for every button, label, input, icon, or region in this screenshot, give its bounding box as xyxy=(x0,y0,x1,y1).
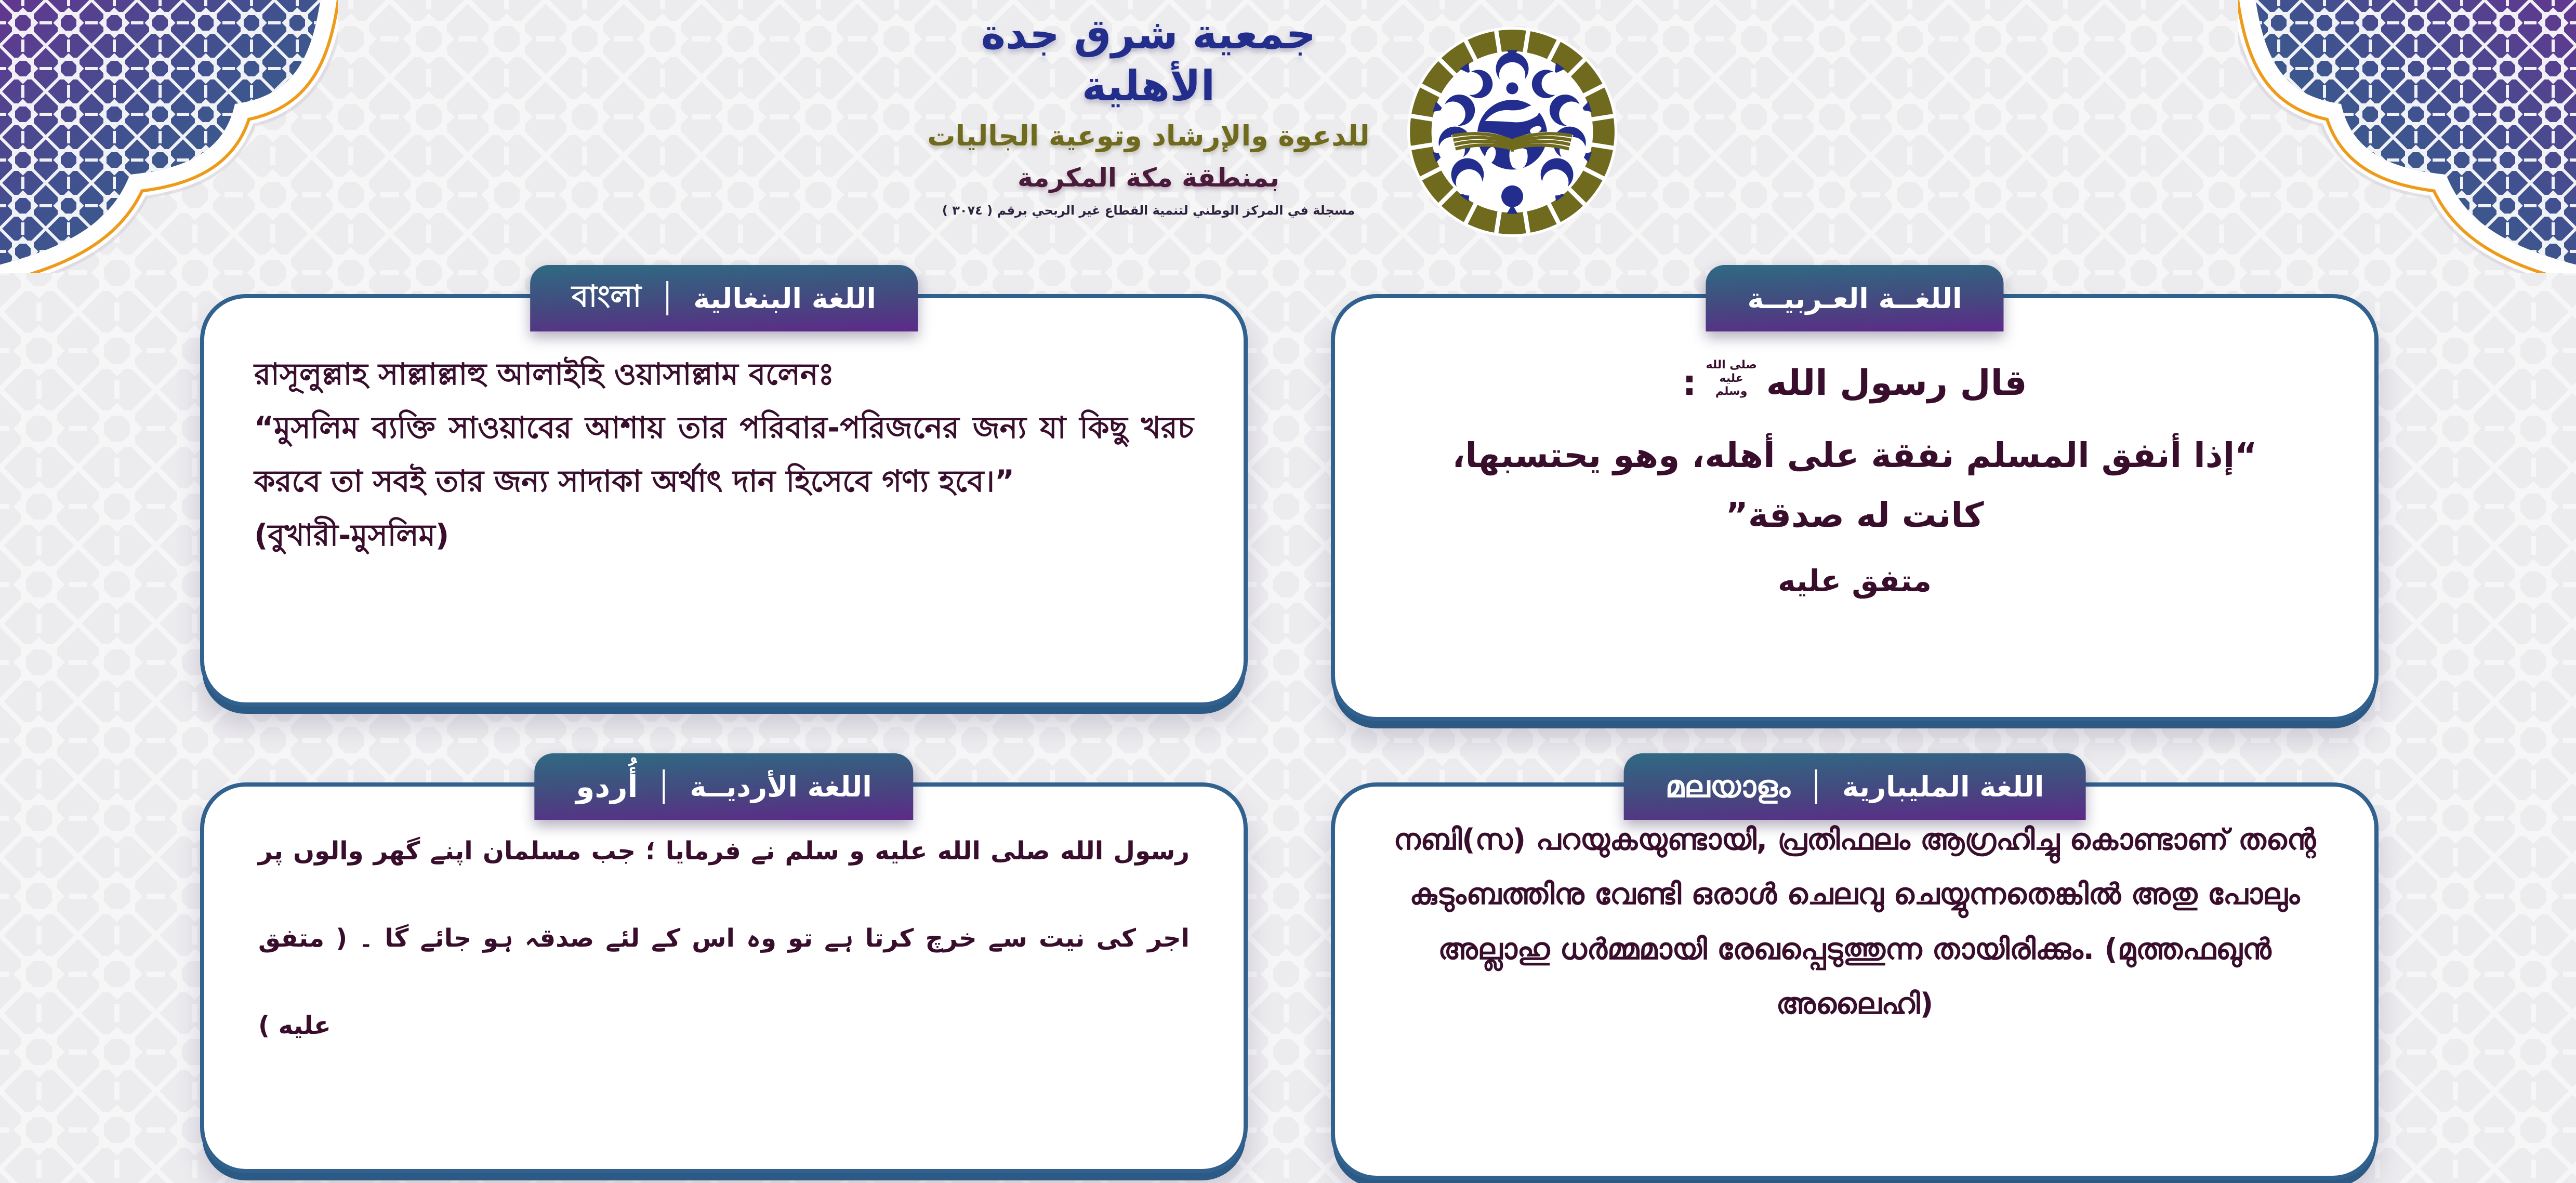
badge-malayalam-arabic-label: اللغة المليبارية xyxy=(1842,770,2044,803)
org-emblem-icon xyxy=(1403,23,1621,241)
badge-arabic-label: اللغــة العـربيــة xyxy=(1747,282,1962,315)
badge-arabic xyxy=(1706,265,2003,331)
org-registration: مسجلة في المركز الوطني لتنمية القطاع غير الربحي برقم ( ٣٠٧٤ ) xyxy=(942,203,1355,218)
badge-urdu xyxy=(534,753,913,820)
badge-malayalam-native-label: മലയാളം xyxy=(1665,768,1790,804)
arabic-intro-line xyxy=(1392,355,2317,412)
arabic-quote: “إذا أنفق المسلم نفقة على أهله، وهو يحتسبها، كانت له صدقة” xyxy=(1452,435,2257,536)
badge-divider xyxy=(1815,769,1817,804)
badge-divider xyxy=(663,769,665,804)
salawat-honorific: صلى الله عليه وسلم xyxy=(1706,358,1757,398)
card-malayalam xyxy=(1331,768,2379,1180)
badge-urdu-native-label: أُردو xyxy=(576,769,638,804)
badge-malayalam xyxy=(1624,753,2086,820)
bengali-text-block xyxy=(204,298,1244,562)
urdu-text-block xyxy=(204,787,1244,1069)
arabic-intro: قال رسول الله xyxy=(1766,363,2027,404)
badge-divider xyxy=(666,281,668,315)
org-region: بمنطقة مكة المكرمة xyxy=(1018,163,1279,193)
bengali-quote: “মুসলিম ব্যক্তি সাওয়াবের আশায় তার পরিবার-পরিজনের জন্য যা কিছু খরচ করবে তা সবই তার জন্য সাদাকা অর্থাৎ দান হিসেবে গণ্য হবে।” xyxy=(254,410,1194,499)
bengali-source: (বুখারী-মুসলিম) xyxy=(254,517,450,553)
org-logo-text xyxy=(912,8,1385,218)
urdu-quote: رسول الله صلى الله عليه و سلم نے فرمایا ؛ جب مسلمان اپنے گھر والوں پر اجر کی نیت سے خرچ کرتا ہے تو وہ اس کے لئے صدقہ ہو جائے گا ۔ ( متفق عليه ) xyxy=(258,836,1190,1040)
badge-bengali xyxy=(530,265,918,331)
bengali-intro: রাসূলুল্লাহ সাল্লাল্লাহু আলাইহি ওয়াসাল্লাম বলেনঃ xyxy=(254,356,835,392)
org-tagline: للدعوة والإرشاد وتوعية الجاليات xyxy=(927,119,1370,152)
org-name: جمعية شرق جدة الأهلية xyxy=(981,10,1316,110)
badge-bengali-native-label: বাংলা xyxy=(572,278,642,314)
card-urdu xyxy=(200,769,1248,1173)
corner-ornament-left-icon xyxy=(0,0,338,273)
arabic-source: متفق عليه xyxy=(1778,563,1932,599)
arabic-colon: : xyxy=(1682,363,1697,404)
badge-urdu-arabic-label: اللغة الأرديــة xyxy=(690,770,872,803)
card-bengali xyxy=(200,278,1248,707)
malayalam-quote: നബി(സ) പറയുകയുണ്ടായി, പ്രതിഫലം ആഗ്രഹിച്ചു കൊണ്ടാണ് തന്റെ കുടുംബത്തിനു വേണ്ടി ഒരാൾ ചെലവു ചെയ്യുന്നതെങ്കിൽ അതു പോലും അല്ലാഹു ധർമ്മമായി രേഖപ്പെടുത്തുന്ന തായിരിക്കും. (മുത്തഫഖുൻ അലൈഹി) xyxy=(1393,823,2316,1021)
arabic-text-block xyxy=(1335,298,2374,599)
card-arabic xyxy=(1331,282,2379,721)
corner-ornament-right-icon xyxy=(2238,0,2576,273)
badge-bengali-arabic-label: اللغة البنغالية xyxy=(693,282,876,315)
malayalam-text-block xyxy=(1335,787,2374,1031)
